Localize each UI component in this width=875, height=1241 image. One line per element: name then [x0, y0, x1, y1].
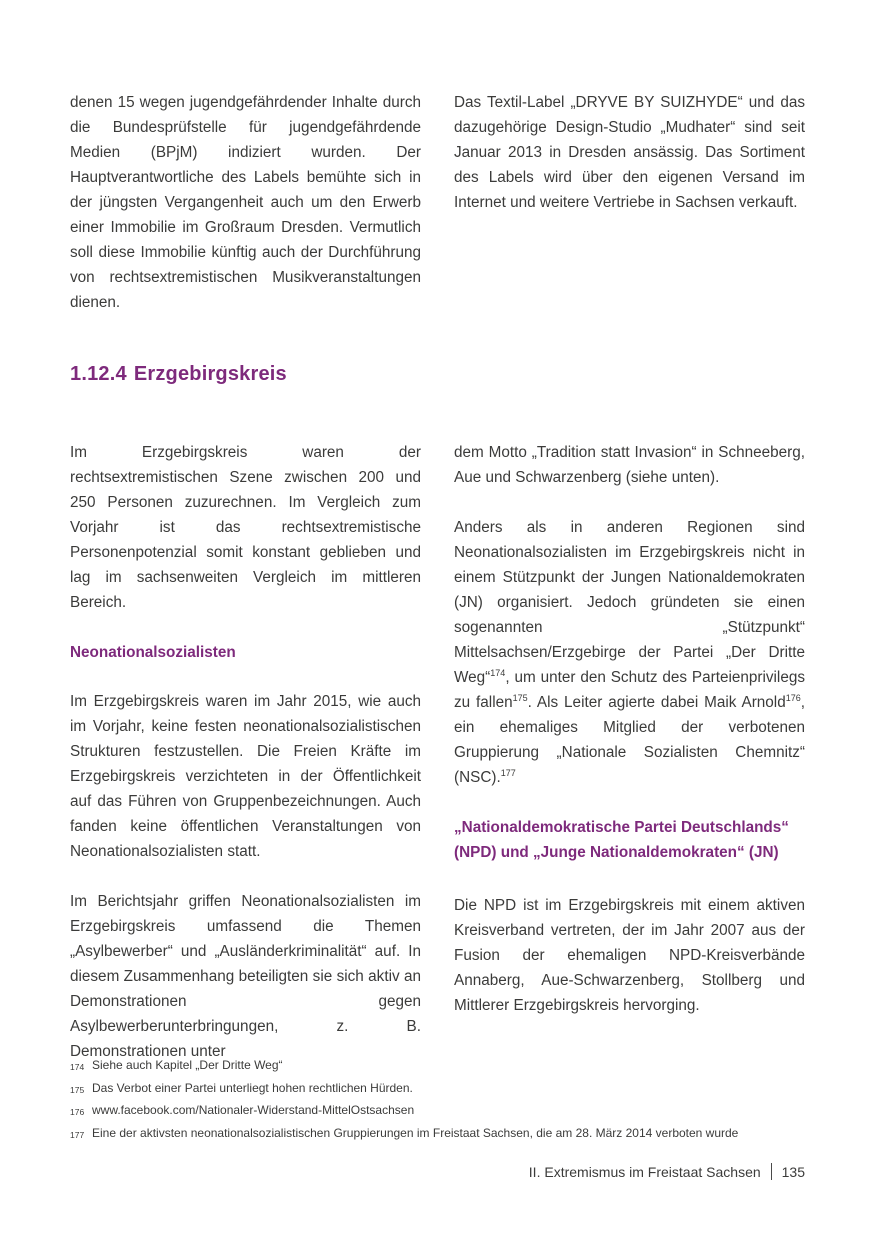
footnote-ref-174: 174	[490, 667, 506, 678]
section-number: 1.12.4	[70, 363, 127, 385]
intro-paragraph-left: denen 15 wegen jugendgefährdender Inhalte durch die Bundesprüfstelle für jugendgefährdende Medien (BPjM) indiziert wurden. Der Hauptverantwortliche des Labels bemühte sich in der jüngsten Vergangenheit auch um den Erwerb einer Immobilie im Großraum Dresden. Vermutlich soll diese Immobilie künftig auch der Durchführung von rechtsextremistischen Musikveranstaltungen dienen.	[70, 94, 421, 311]
section-heading	[70, 363, 287, 386]
footnote-item	[70, 1100, 812, 1123]
footnote-ref-175: 175	[512, 692, 528, 703]
footnote-text: www.facebook.com/Nationaler-Widerstand-MittelOstsachsen	[92, 1103, 415, 1117]
footer-divider	[771, 1163, 772, 1180]
paragraph-npd-kreisverband: Die NPD ist im Erzgebirgskreis mit einem aktiven Kreisverband vertreten, der im Jahr 2007 aus der Fusion der ehemaligen NPD-Kreisverbände Annaberg, Aue-Schwarzenberg, Stollberg und Mittlerer Erzgebirgskreis hervorging.	[454, 897, 805, 1014]
footnote-text: Siehe auch Kapitel „Der Dritte Weg“	[92, 1058, 283, 1072]
footnote-number: 175	[70, 1084, 85, 1095]
subheading-neonationalsozialisten: Neonationalsozialisten	[70, 644, 236, 661]
section-title: Erzgebirgskreis	[133, 363, 287, 385]
footnote-number: 177	[70, 1129, 85, 1140]
footnote-ref-176: 176	[785, 692, 801, 703]
main-content	[70, 440, 806, 1089]
footnote-text: Das Verbot einer Partei unterliegt hohen rechtlichen Hürden.	[92, 1080, 413, 1095]
intro-section	[70, 90, 806, 340]
footnote-number: 176	[70, 1107, 85, 1117]
left-column	[70, 440, 421, 1089]
intro-paragraph-right: Das Textil-Label „DRYVE BY SUIZHYDE“ und das dazugehörige Design-Studio „Mudhater“ sind seit Januar 2013 in Dresden ansässig. Das Sortiment des Labels wird über den eigenen Versand im Internet und weitere Vertriebe in Sachsen verkauft.	[454, 94, 805, 211]
text-run: , um unter den Schutz des Parteienprivilegs zu fallen	[454, 669, 805, 711]
paragraph-berichtsjahr: Im Berichtsjahr griffen Neonationalsozialisten im Erzgebirgskreis umfassend die Themen „Asylbewerber“ und „Ausländerkriminalität“ auf. In diesem Zusammenhang beteiligten sie sich aktiv an Demonstrationen gegen Asylbewerberunterbringungen, z. B. Demonstrationen unter	[70, 893, 421, 1060]
paragraph-stuetzpunkt	[454, 515, 805, 790]
footnote-item	[70, 1078, 812, 1101]
right-column	[454, 440, 805, 1089]
footnote-number: 174	[70, 1062, 85, 1072]
text-run: . Als Leiter agierte dabei Maik Arnold	[527, 694, 786, 711]
footnotes-block	[70, 1055, 812, 1145]
text-run: , ein ehemaliges Mitglied der verbotenen Gruppierung „Nationale Sozialisten Chemnitz“ (NSC).	[454, 694, 805, 786]
paragraph-strukturen: Im Erzgebirgskreis waren im Jahr 2015, wie auch im Vorjahr, keine festen neonationalsozialistischen Strukturen festzustellen. Die Freien Kräfte im Erzgebirgskreis verzichteten in der Öffentlichkeit auf das Führen von Gruppenbezeichnungen. Auch fanden keine öffentlichen Veranstaltungen von Neonationalsozialisten statt.	[70, 693, 421, 860]
text-run: Anders als in anderen Regionen sind Neonationalsozialisten im Erzgebirgskreis nicht in einem Stützpunkt der Jungen Nationaldemokraten (JN) organisiert. Jedoch gründeten sie einen sogenannten „Stützpunkt“ Mittelsachsen/Erzgebirge der Partei „Der Dritte Weg“	[454, 519, 805, 686]
paragraph-personenpotenzial: Im Erzgebirgskreis waren der rechtsextremistischen Szene zwischen 200 und 250 Personen zuzurechnen. Im Vergleich zum Vorjahr ist das rechtsextremistische Personenpotenzial somit konstant geblieben und lag im sachsenweiten Vergleich im mittleren Bereich.	[70, 444, 421, 611]
footer-page-number: 135	[781, 1163, 805, 1180]
page-footer	[529, 1163, 805, 1180]
subheading-npd-jn: „Nationaldemokratische Partei Deutschlands“ (NPD) und „Junge Nationaldemokraten“ (JN)	[454, 819, 789, 861]
footnote-ref-177: 177	[500, 767, 516, 778]
footnote-item	[70, 1123, 812, 1146]
footnote-item	[70, 1055, 812, 1078]
paragraph-motto: dem Motto „Tradition statt Invasion“ in Schneeberg, Aue und Schwarzenberg (siehe unten).	[454, 444, 805, 486]
footer-chapter-label: II. Extremismus im Freistaat Sachsen	[528, 1163, 761, 1180]
footnote-text: Eine der aktivsten neonationalsozialistischen Gruppierungen im Freistaat Sachsen, die am 28. März 2014 verboten wurde	[92, 1125, 739, 1140]
